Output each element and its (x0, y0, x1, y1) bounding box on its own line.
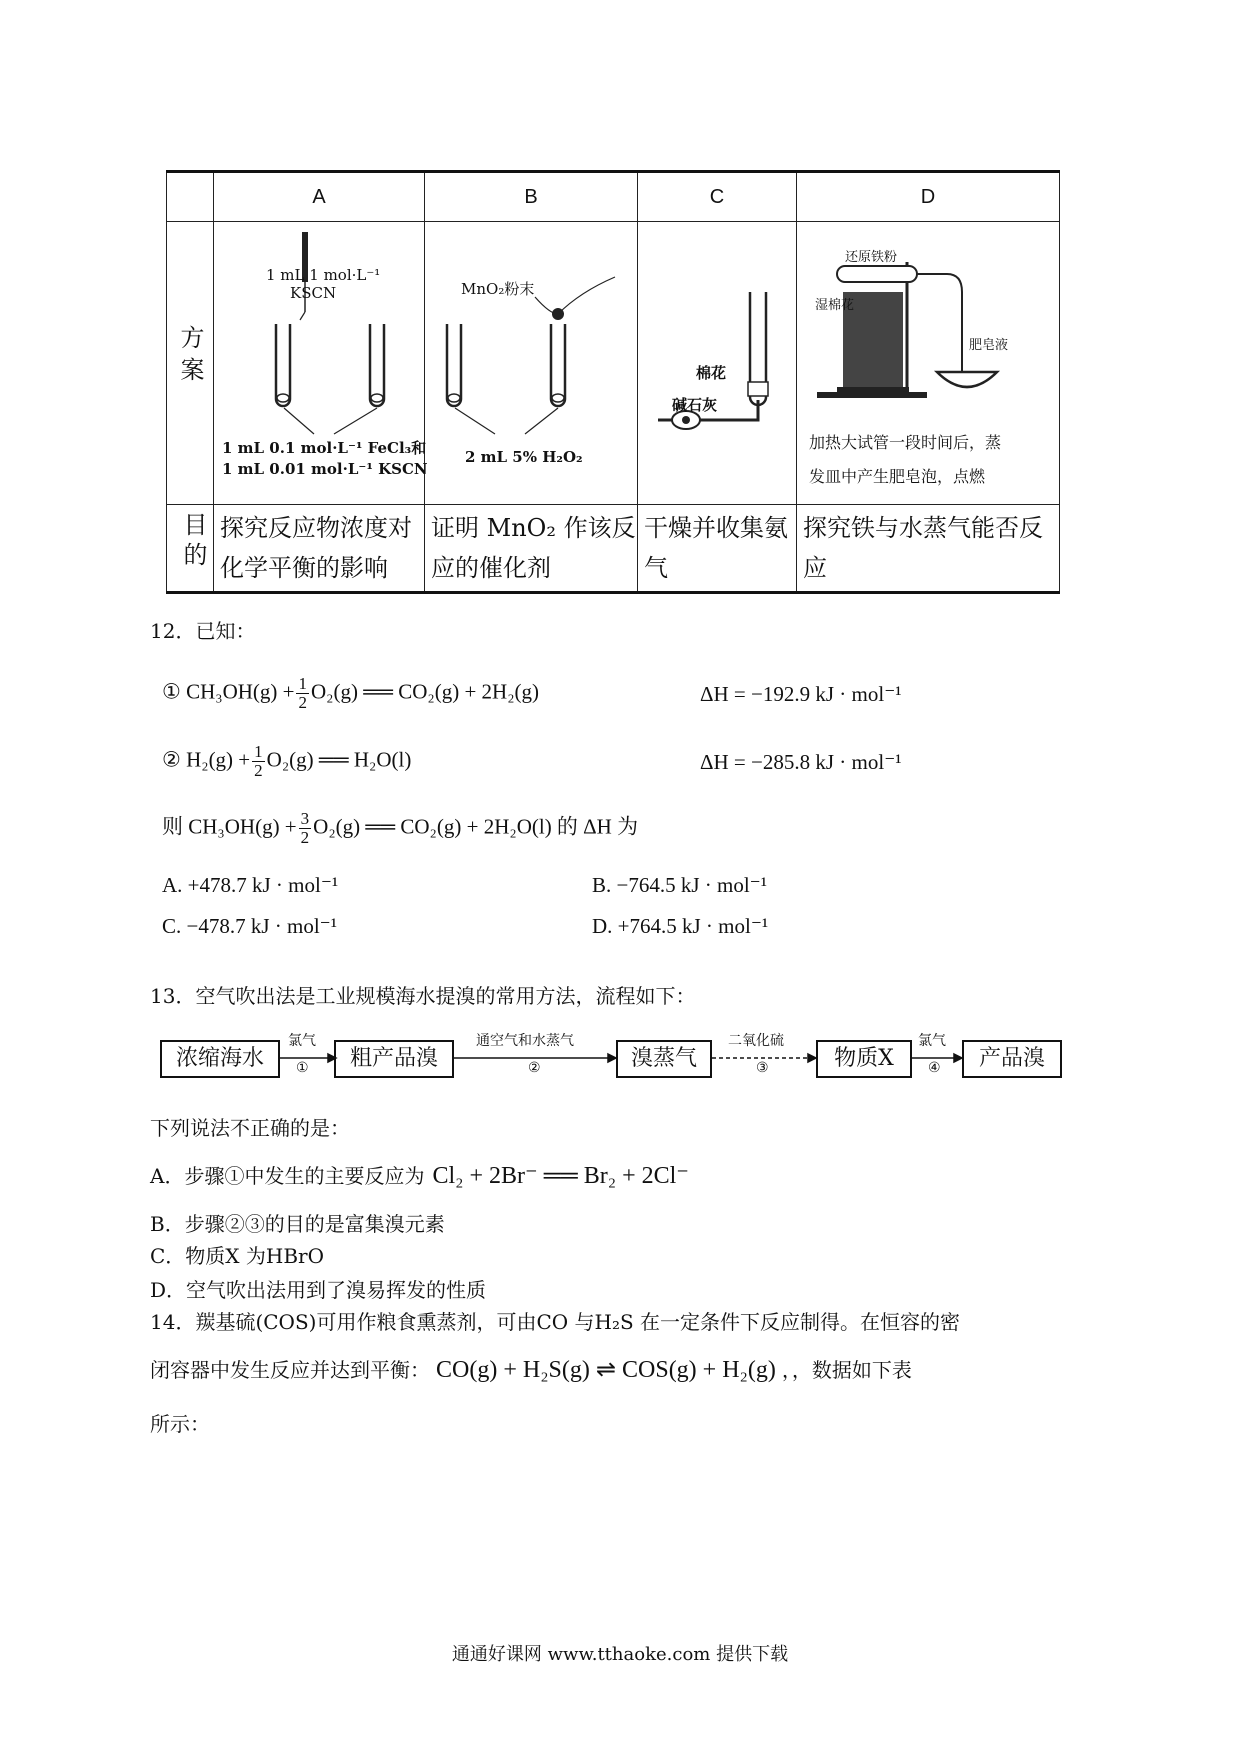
q13-option-b: B．步骤②③的目的是富集溴元素 (150, 1212, 445, 1236)
purpose-b: 证明 MnO₂ 作该反应的催化剂 (425, 505, 638, 593)
purpose-a: 探究反应物浓度对化学平衡的影响 (214, 505, 425, 593)
q12-eq1-dh: ΔH = −192.9 kJ · mol⁻¹ (700, 682, 902, 706)
scheme-label: 方案 (167, 222, 214, 505)
arrow2-step: ② (528, 1060, 541, 1076)
d-note-line2: 发皿中产生肥皂泡，点燃 (809, 467, 986, 486)
q12-eq2-fraction: $\frac{1}{2}$ (254, 742, 263, 780)
scheme-c-cell (638, 222, 797, 505)
q13-question: 下列说法不正确的是： (150, 1116, 350, 1140)
d-soap-label: 肥皂液 (969, 338, 1009, 353)
q13-option-c: C．物质X 为HBrO (150, 1244, 324, 1268)
q13-option-d: D．空气吹出法用到了溴易挥发的性质 (150, 1278, 487, 1302)
arrow4-step: ④ (928, 1060, 941, 1076)
flow-box-crude-bromine: 粗产品溴 (334, 1040, 454, 1078)
arrow1-step: ① (296, 1060, 309, 1076)
a-kscn-conc-label: 1 mL 1 mol·L⁻¹ (266, 266, 381, 284)
d-note-line1: 加热大试管一段时间后，蒸 (809, 433, 1002, 452)
scheme-b-cell (425, 222, 638, 505)
q12-eq2-dh: ΔH = −285.8 kJ · mol⁻¹ (700, 750, 902, 774)
q13-stem: 13．空气吹出法是工业规模海水提溴的常用方法，流程如下： (150, 984, 696, 1008)
b-mno2-label: MnO₂粉末 (461, 280, 535, 298)
q14-line3: 所示： (150, 1412, 210, 1436)
scheme-d-cell (797, 222, 1060, 505)
b-h2o2-label: 2 mL 5% H₂O₂ (465, 448, 583, 466)
flow-arrows (0, 1040, 1240, 1080)
q12-eq1-fraction: $\frac{1}{2}$ (298, 674, 307, 712)
purpose-label: 目的 (167, 505, 214, 593)
c-cotton-label: 棉花 (696, 364, 727, 382)
header-b: B (425, 172, 638, 222)
header-a: A (214, 172, 425, 222)
arrow3-step: ③ (756, 1060, 769, 1076)
flow-box-product-bromine: 产品溴 (962, 1040, 1062, 1078)
q14-line1: 14．羰基硫(COS)可用作粮食熏蒸剂，可由CO 与H₂S 在一定条件下反应制得。在恒容的密 (150, 1310, 961, 1334)
q14-line2: 闭容器中发生反应并达到平衡： CO(g) + H₂S(g) ⇌ COS(g) + H₂(g) ，，数据如下表 (150, 1357, 912, 1383)
header-d: D (797, 172, 1060, 222)
purpose-d: 探究铁与水蒸气能否反应 (797, 505, 1060, 593)
experiment-table (166, 170, 1060, 594)
arrow2-reagent: 通空气和水蒸气 (476, 1033, 574, 1049)
q12-ask-fraction: $\frac{3}{2}$ (300, 809, 310, 847)
flow-box-substance-x: 物质X (816, 1040, 912, 1078)
a-kscn-label: KSCN (290, 284, 337, 302)
q12-stem: 12．已知： (150, 619, 256, 643)
q12-question: 则 CH₃OH(g) + $\frac{3}{2}$ O₂(g) ══ CO₂(g) + 2H₂O(l) 的 ΔH 为 (162, 809, 639, 847)
flow-box-bromine-vapor: 溴蒸气 (616, 1040, 712, 1078)
iron-steam-apparatus-drawing (797, 222, 1069, 504)
q12-option-d: D. +764.5 kJ · mol⁻¹ (592, 914, 769, 938)
q12-eq1: ① CH₃OH(g) + $\frac{1}{2}$ O₂(g) ══ CO₂(g) + 2H₂(g) (162, 674, 540, 712)
a-fecl3-label: 1 mL 0.1 mol·L⁻¹ FeCl₃和 (222, 439, 427, 457)
q12-eq2: ② H₂(g) + $\frac{1}{2}$ O₂(g) ══ H₂O(l) (162, 742, 412, 780)
arrow1-reagent: 氯气 (288, 1033, 316, 1049)
corner-cell (167, 172, 214, 222)
q12-option-a: A. +478.7 kJ · mol⁻¹ (162, 873, 339, 897)
header-c: C (638, 172, 797, 222)
arrow4-reagent: 氯气 (918, 1033, 946, 1049)
scheme-a-cell (214, 222, 428, 505)
q13-option-a-equation: Cl₂ + 2Br⁻ ══ Br₂ + 2Cl⁻ (432, 1163, 689, 1189)
a-kscn-mix-label: 1 mL 0.01 mol·L⁻¹ KSCN (222, 460, 428, 478)
c-lime-label: 碱石灰 (672, 396, 718, 414)
d-iron-label: 还原铁粉 (845, 250, 898, 265)
page-footer: 通通好课网 www.tthaoke.com 提供下载 (451, 1644, 789, 1665)
q12-option-b: B. −764.5 kJ · mol⁻¹ (592, 873, 768, 897)
arrow3-reagent: 二氧化硫 (728, 1033, 784, 1049)
d-wet-cotton-label: 湿棉花 (815, 298, 855, 313)
q13-option-a: A．步骤①中发生的主要反应为 Cl₂ + 2Br⁻ ══ Br₂ + 2Cl⁻ (150, 1163, 689, 1189)
purpose-c: 干燥并收集氨气 (638, 505, 797, 593)
q14-equation: CO(g) + H₂S(g) ⇌ COS(g) + H₂(g) (436, 1357, 776, 1383)
flow-box-seawater: 浓缩海水 (160, 1040, 280, 1078)
q12-option-c: C. −478.7 kJ · mol⁻¹ (162, 914, 338, 938)
